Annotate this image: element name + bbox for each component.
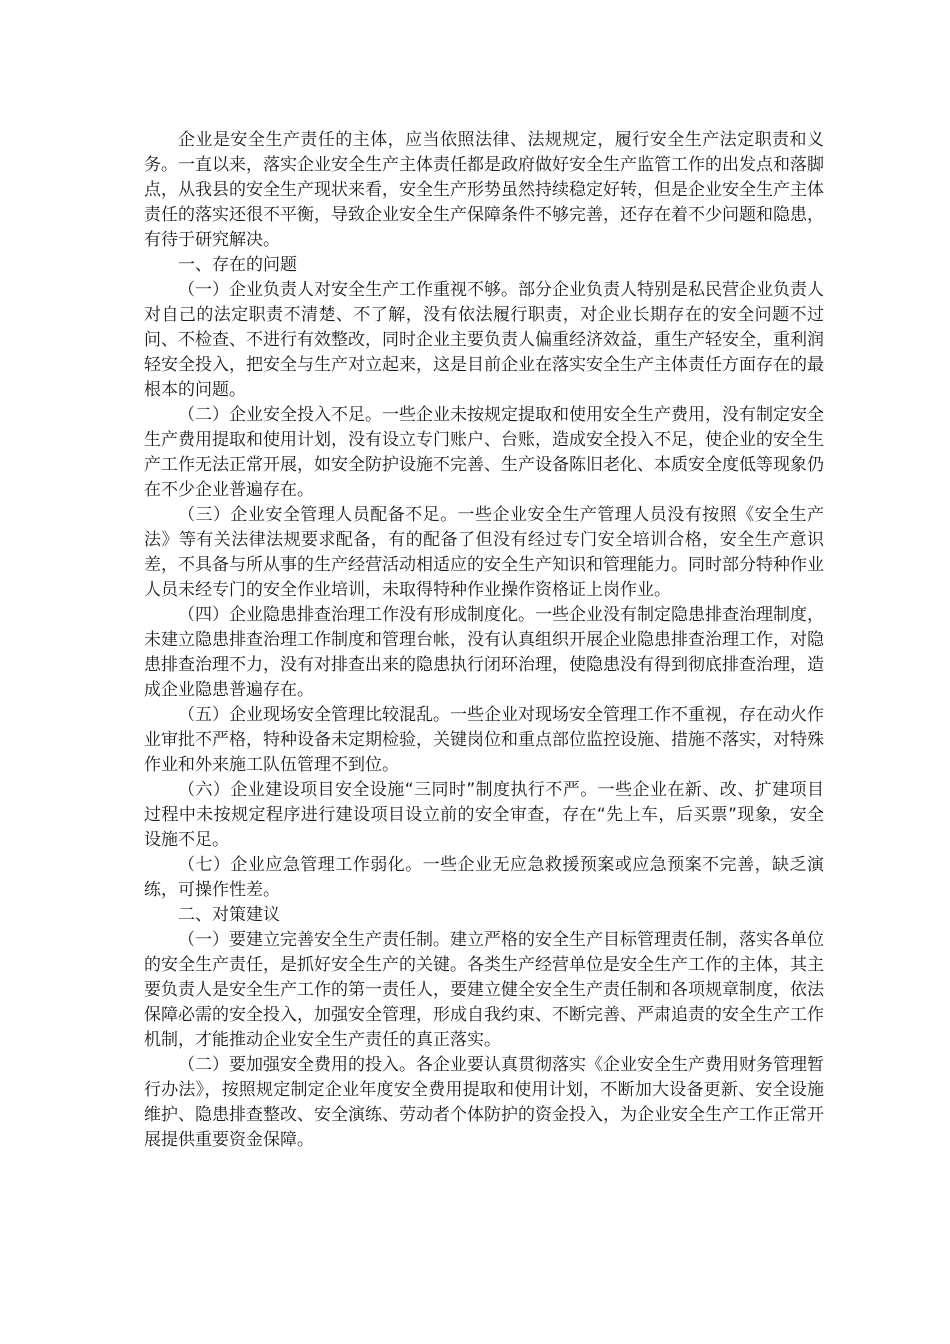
problem-paragraph-1: （一）企业负责人对安全生产工作重视不够。部分企业负责人特别是私民营企业负责人对自己的法定职责不清楚、不了解，没有依法履行职责，对企业长期存在的安全问题不过问、不检查、不进行有效整改，同时企业主要负责人偏重经济效益，重生产轻安全，重利润轻安全投入，把安全与生产对立起来，这是目前企业在落实安全生产主体责任方面存在的最根本的问题。 (144, 280, 824, 400)
problem-paragraph-7: （七）企业应急管理工作弱化。一些企业无应急救援预案或应急预案不完善，缺乏演练，可操作性差。 (144, 855, 824, 900)
intro-paragraph: 企业是安全生产责任的主体，应当依照法律、法规规定，履行安全生产法定职责和义务。一直以来，落实企业安全生产主体责任都是政府做好安全生产监管工作的出发点和落脚点，从我县的安全生产现状来看，安全生产形势虽然持续稳定好转，但是企业安全生产主体责任的落实还很不平衡，导致企业安全生产保障条件不够完善，还存在着不少问题和隐患，有待于研究解决。 (144, 130, 824, 250)
section-heading-problems: 一、存在的问题 (178, 255, 297, 275)
section-heading-suggestions: 二、对策建议 (178, 905, 280, 925)
problem-paragraph-2: （二）企业安全投入不足。一些企业未按规定提取和使用安全生产费用，没有制定安全生产费用提取和使用计划，没有设立专门账户、台账，造成安全投入不足，使企业的安全生产工作无法正常开展，如安全防护设施不完善、生产设备陈旧老化、本质安全度低等现象仍在不少企业普遍存在。 (144, 405, 824, 500)
document-page (144, 128, 824, 1153)
problem-paragraph-5: （五）企业现场安全管理比较混乱。一些企业对现场安全管理工作不重视，存在动火作业审批不严格，特种设备未定期检验，关键岗位和重点部位监控设施、措施不落实，对特殊作业和外来施工队伍管理不到位。 (144, 705, 824, 775)
suggestion-paragraph-1: （一）要建立完善安全生产责任制。建立严格的安全生产目标管理责任制，落实各单位的安全生产责任，是抓好安全生产的关键。各类生产经营单位是安全生产工作的主体，其主要负责人是安全生产工作的第一责任人，要建立健全安全生产责任制和各项规章制度，依法保障必需的安全投入，加强安全管理，形成自我约束、不断完善、严肃追责的安全生产工作机制，才能推动企业安全生产责任的真正落实。 (144, 930, 824, 1050)
problem-paragraph-6: （六）企业建设项目安全设施“三同时”制度执行不严。一些企业在新、改、扩建项目过程中未按规定程序进行建设项目设立前的安全审查，存在“先上车，后买票”现象，安全设施不足。 (144, 780, 824, 850)
suggestion-paragraph-2: （二）要加强安全费用的投入。各企业要认真贯彻落实《企业安全生产费用财务管理暂行办法》，按照规定制定企业年度安全费用提取和使用计划，不断加大设备更新、安全设施维护、隐患排查整改、安全演练、劳动者个体防护的资金投入，为企业安全生产工作正常开展提供重要资金保障。 (144, 1055, 824, 1150)
problem-paragraph-3: （三）企业安全管理人员配备不足。一些企业安全生产管理人员没有按照《安全生产法》等有关法律法规要求配备，有的配备了但没有经过专门安全培训合格，安全生产意识差，不具备与所从事的生产经营活动相适应的安全生产知识和管理能力。同时部分特种作业人员未经专门的安全作业培训，未取得特种作业操作资格证上岗作业。 (144, 505, 824, 600)
problem-paragraph-4: （四）企业隐患排查治理工作没有形成制度化。一些企业没有制定隐患排查治理制度，未建立隐患排查治理工作制度和管理台帐，没有认真组织开展企业隐患排查治理工作，对隐患排查治理不力，没有对排查出来的隐患执行闭环治理，使隐患没有得到彻底排查治理，造成企业隐患普遍存在。 (144, 605, 824, 700)
